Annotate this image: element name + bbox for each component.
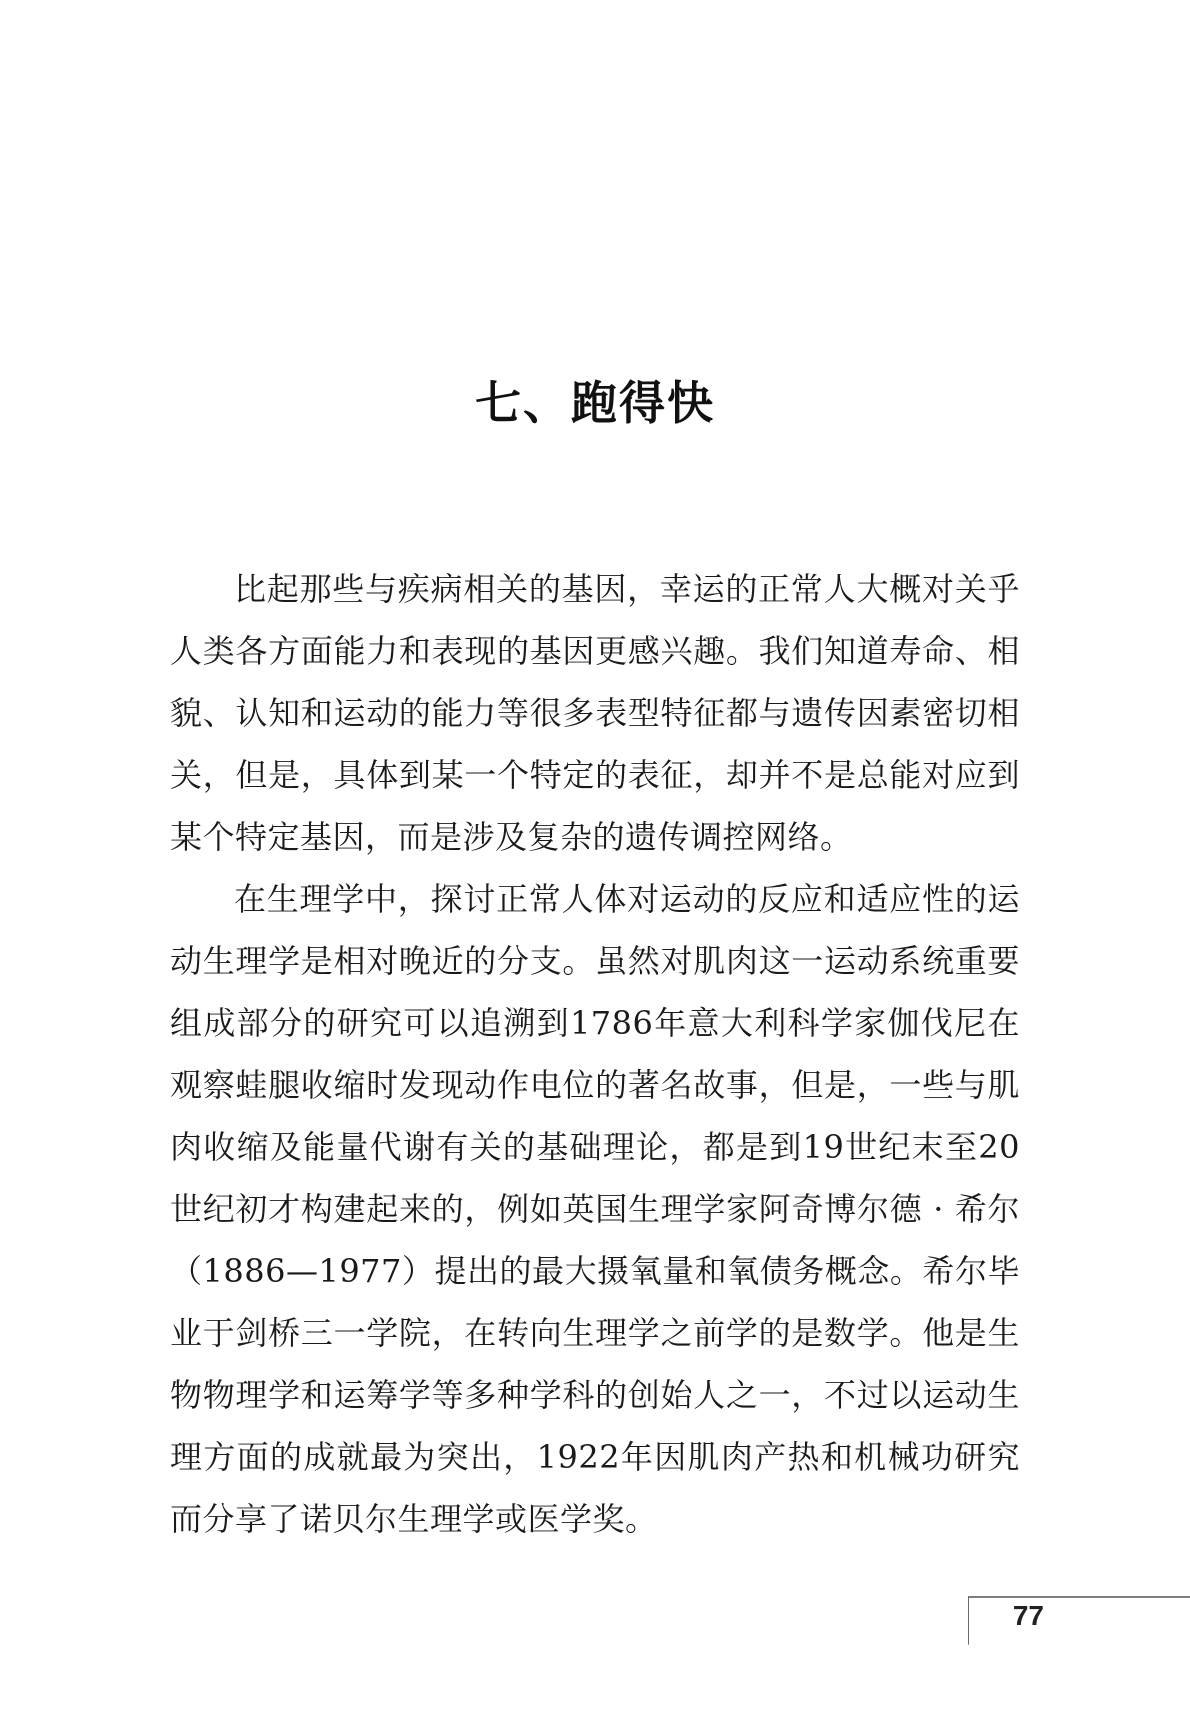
chapter-title: 七、跑得快 — [475, 375, 715, 430]
body-text — [170, 558, 1020, 1550]
corner-decoration — [968, 1596, 1190, 1726]
page-number: 77 — [1012, 1600, 1044, 1631]
paragraph-2: 在生理学中，探讨正常人体对运动的反应和适应性的运动生理学是相对晚近的分支。虽然对肌肉这一运动系统重要组成部分的研究可以追溯到1786年意大利科学家伽伐尼在观察蛙腿收缩时发现动作电位的著名故事，但是，一些与肌肉收缩及能量代谢有关的基础理论，都是到19世纪末至20世纪初才构建起来的，例如英国生理学家阿奇博尔德 · 希尔（1886—1977）提出的最大摄氧量和氧债务概念。希尔毕业于剑桥三一学院，在转向生理学之前学的是数学。他是生物物理学和运筹学等多种学科的创始人之一，不过以运动生理方面的成就最为突出，1922年因肌肉产热和机械功研究而分享了诺贝尔生理学或医学奖。 — [170, 880, 1020, 1538]
paragraph-1: 比起那些与疾病相关的基因，幸运的正常人大概对关乎人类各方面能力和表现的基因更感兴趣。我们知道寿命、相貌、认知和运动的能力等很多表型特征都与遗传因素密切相关，但是，具体到某一个特定的表征，却并不是总能对应到某个特定基因，而是涉及复杂的遗传调控网络。 — [170, 570, 1020, 856]
